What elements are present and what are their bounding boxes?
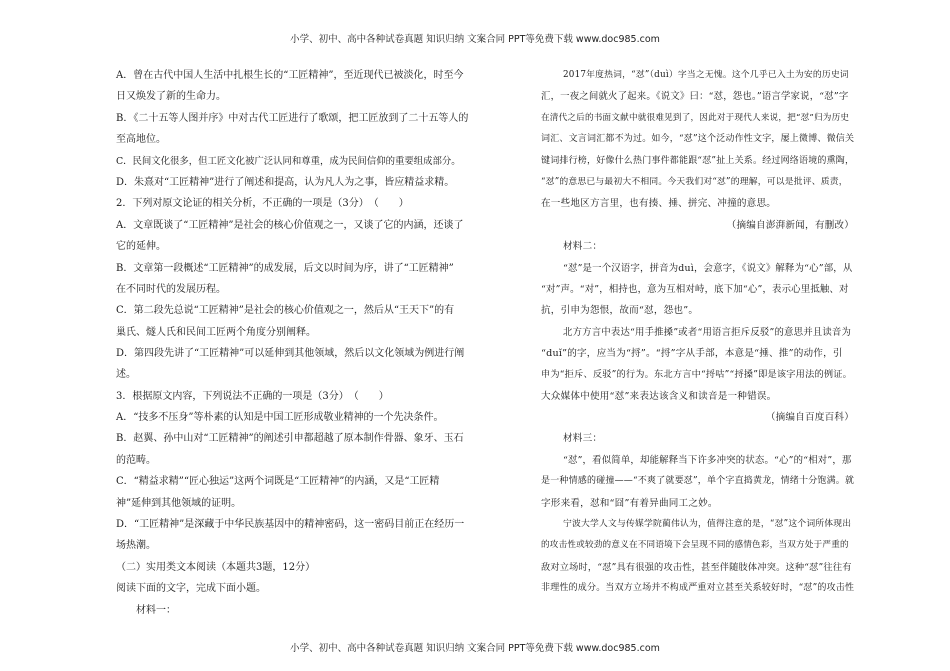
text-line: 述。 — [116, 369, 136, 380]
text-line: 是一种情感的碰撞——“不爽了就要怼”，单个字直捣黄龙，情绪十分饱满。就 — [541, 476, 855, 486]
text-line: 2017年度热词，“怼”（duì）字当之无愧。这个几乎已入土为安的历史词 — [563, 70, 849, 80]
material-label: 材料三： — [563, 433, 603, 444]
text-line: 汇，一夜之间就火了起来。《说文》曰：“怼，怨也。”语言学家说，“怼”字 — [541, 91, 849, 102]
text-line: “怼”，看似简单，却能解释当下许多冲突的状态。“心”的“相对”，那 — [563, 455, 852, 466]
text-line: A．曾在古代中国人生活中扎根生长的“工匠精神”，至近现代已被淡化，时至今 — [116, 70, 464, 81]
text-line: D．朱熹对“工匠精神”进行了阐述和提高，认为凡人为之事，皆应精益求精。 — [116, 177, 455, 188]
text-line: B．赵翼、孙中山对“工匠精神”的阐述引申都超越了原本制作骨器、象牙、玉石 — [116, 433, 464, 444]
text-line: 神”延伸到其他领域的证明。 — [116, 498, 242, 509]
text-line: 非理性的成分。当双方立场并不构成严重对立甚至关系较好时，“怼”的攻击性 — [541, 583, 855, 593]
text-line: 的攻击性或较劲的意义在不同语境下会呈现不同的感情色彩，当双方处于严重的 — [541, 540, 849, 550]
text-line: 在不同时代的发展历程。 — [116, 284, 226, 295]
text-line: A．“技多不压身”等朴素的认知是中国工匠形成敬业精神的一个先决条件。 — [116, 412, 444, 423]
text-line: 大众媒体中使用“怼”来表达该含义和读音是一种错误。 — [541, 391, 777, 402]
text-line: 的范畴。 — [116, 455, 156, 466]
text-line: C．第二段先总说“工匠精神”是社会的核心价值观之一，然后从“王天下”的有 — [116, 305, 455, 316]
text-line: “对”声。“对”，相持也，意为互相对峙，底下加“心”，表示心里抵触、对 — [541, 284, 849, 295]
text-line: 阅读下面的文字，完成下面小题。 — [116, 583, 266, 594]
text-line: 敌对立场时，“怼”具有很强的攻击性，甚至伴随肢体冲突。这种“怼”往往有 — [541, 562, 852, 573]
text-line: 在清代之后的书面文献中就很难见到了，因此对于现代人来说，把“怼”归为历史 — [541, 113, 850, 123]
text-line: 申为“拒斥、反驳”的行为。东北方言中“捋咕”“捋搡”即是该字用法的例证。 — [541, 369, 853, 380]
source-note: （摘编自澎湃新闻，有删改） — [726, 220, 854, 231]
text-line: 日又焕发了新的生命力。 — [116, 91, 226, 102]
text-line: “怼”的意思已与最初大不相同。今天我们对“怼”的理解，可以是批评、质责， — [541, 177, 848, 187]
section-heading: （二）实用类文本阅读（本题共3题，12分） — [116, 562, 316, 573]
text-line: D．第四段先讲了“工匠精神”可以延伸到其他领域，然后以文化领域为例进行阐 — [116, 348, 465, 359]
text-line: D．“工匠精神”是深藏于中华民族基因中的精神密码，这一密码目前正在经历一 — [116, 519, 465, 530]
text-line: 巢氏、燧人氏和民间工匠两个角度分别阐释。 — [116, 327, 316, 338]
text-line: C．民间文化很多，但工匠文化被广泛认同和尊重，成为民间信仰的重要组成部分。 — [116, 156, 461, 167]
text-line: 抗，引申为怨恨，故而“怼，怨也”。 — [541, 305, 699, 316]
text-line: B．《二十五等人图并序》中对古代工匠进行了歌颂，把工匠放到了二十五等人的 — [116, 113, 469, 124]
page-footer: 小学、初中、高中各种试卷真题 知识归纳 文案合同 PPT等免费下载 www.doc985.com — [290, 643, 660, 654]
text-line: 北方方言中表达“用手推搡”或者“用语言拒斥反驳”的意思并且读音为 — [563, 327, 852, 338]
text-line: 键词排行榜，好像什么热门事件都能跟“怼”扯上关系。经过网络语境的熏陶， — [541, 156, 855, 166]
text-line: 宁波大学人文与传媒学院蔺伟认为，值得注意的是，“怼”这个词所体现出 — [563, 519, 852, 529]
page-header: 小学、初中、高中各种试卷真题 知识归纳 文案合同 PPT等免费下载 www.doc985.com — [290, 34, 660, 45]
text-line: A．文章既谈了“工匠精神”是社会的核心价值观之一，又谈了它的内涵，还谈了 — [116, 220, 464, 231]
question-2: 2．下列对原文论证的相关分析，不正确的一项是（3分） （ ） — [116, 198, 409, 209]
text-line: B．文章第一段概述“工匠精神”的成发展，后文以时间为序，讲了“工匠精神” — [116, 263, 454, 274]
text-line: “怼”是一个汉语字，拼音为duì，会意字，《说文》解释为“心”部，从 — [563, 263, 853, 274]
material-label: 材料二： — [563, 241, 603, 252]
text-line: “duǐ”的字，应当为“捋”。“捋”字从手部，本意是“捶、推”的动作，引 — [541, 348, 843, 359]
material-label: 材料一： — [136, 605, 176, 616]
text-line: 场热潮。 — [116, 540, 156, 551]
text-line: 它的延伸。 — [116, 241, 166, 252]
text-line: 词汇、文言词汇都不为过。如今，“怼”这个泛动作性文字，屡上微博、微信关 — [541, 134, 855, 144]
text-line: 字形来看，怼和“囧”有着异曲同工之妙。 — [541, 498, 718, 509]
text-line: 在一些地区方言里，也有揍、捶、拼完、冲撞的意思。 — [541, 198, 777, 209]
text-line: 至高地位。 — [116, 134, 166, 145]
question-3: 3．根据原文内容，下列说法不正确的一项是（3分） （ ） — [116, 391, 389, 402]
text-line: C．“精益求精”“匠心独运”这两个词既是“工匠精神”的内涵，又是“工匠精 — [116, 476, 440, 487]
source-note: （摘编自百度百科） — [765, 412, 854, 423]
